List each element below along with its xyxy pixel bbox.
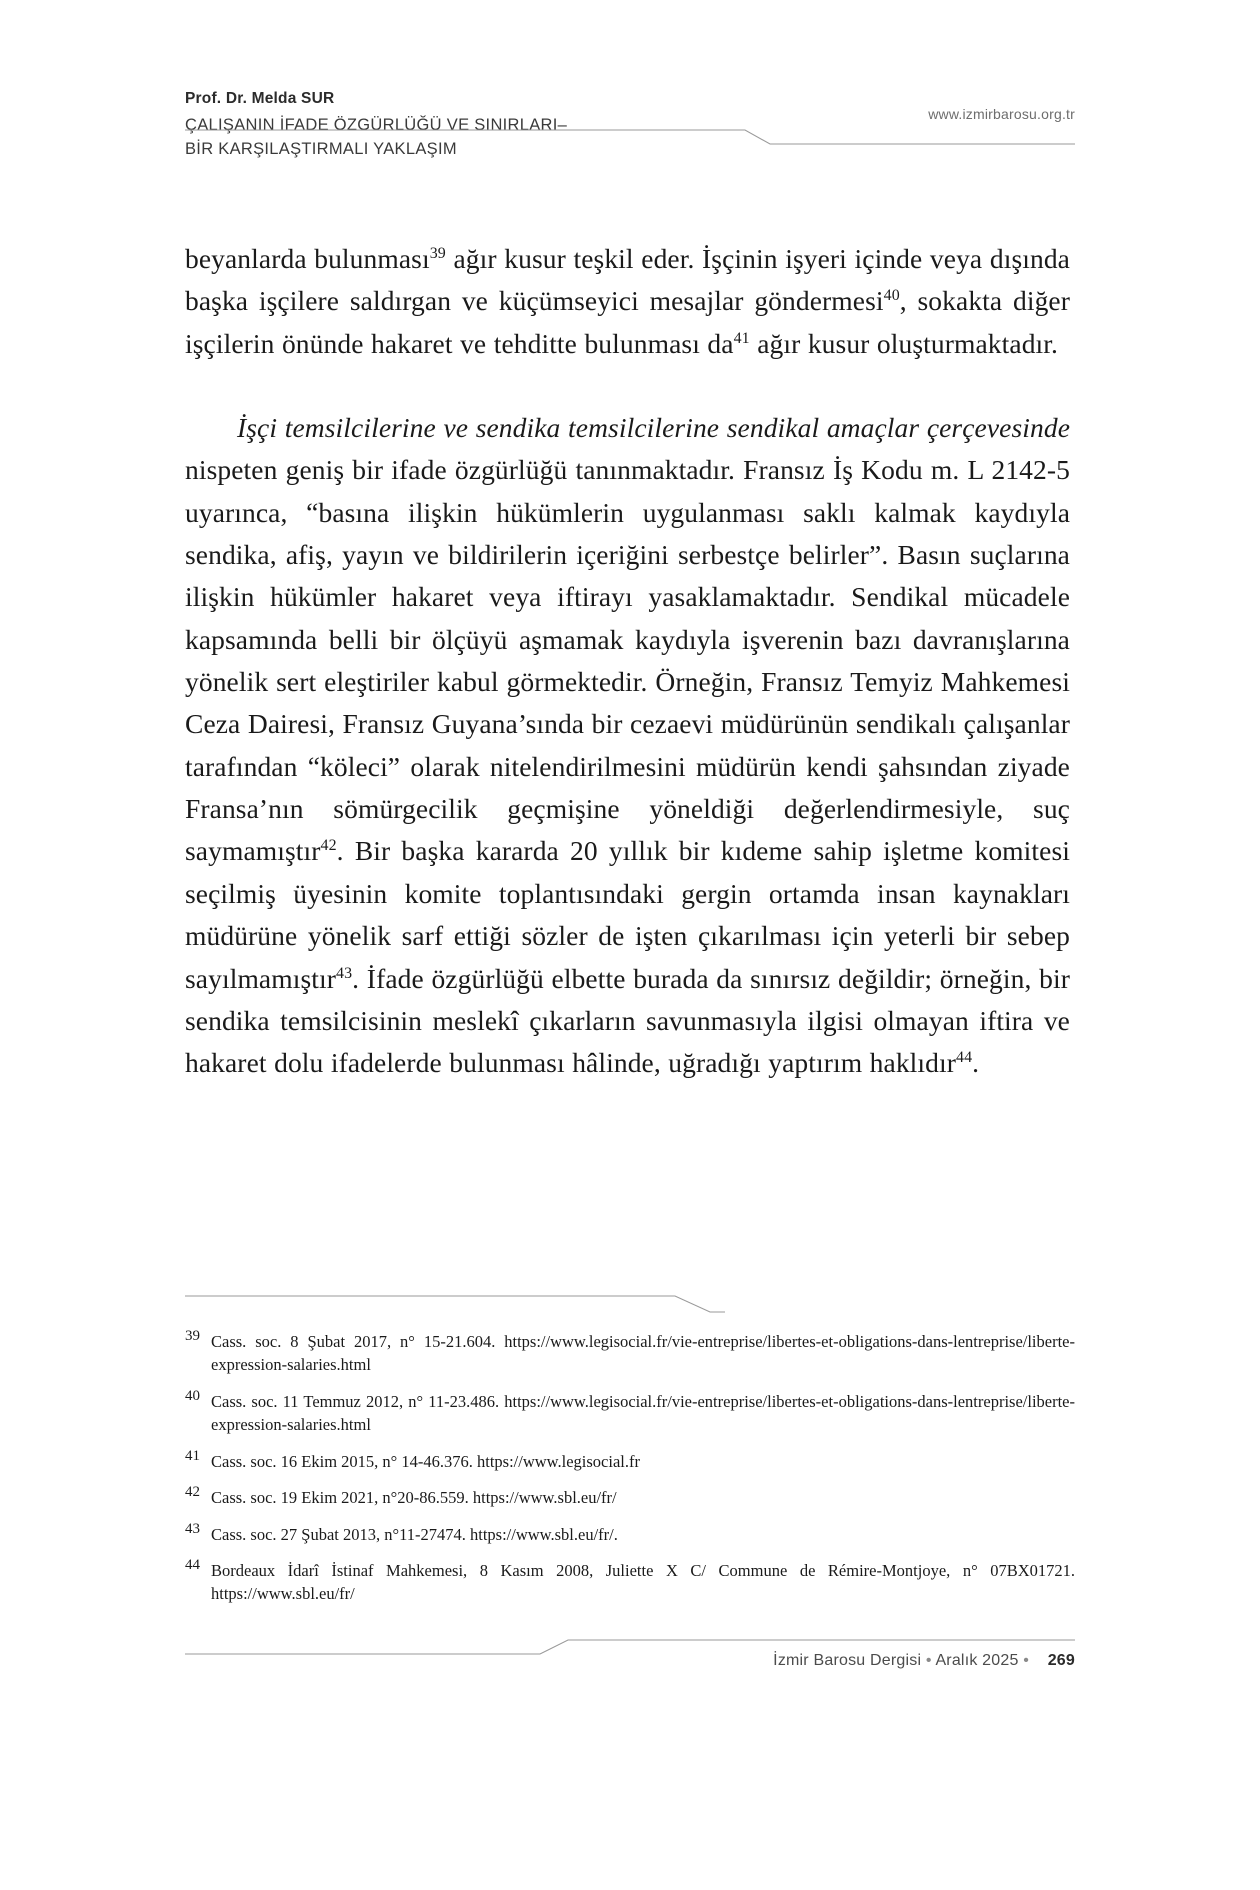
header-website-url: www.izmirbarosu.org.tr (928, 106, 1075, 122)
footer-journal-name: İzmir Barosu Dergisi (773, 1652, 922, 1669)
footnote-item (185, 1486, 1075, 1509)
footnote-number: 40 (185, 1387, 200, 1404)
footnote-text: Cass. soc. 19 Ekim 2021, n°20-86.559. https://www.sbl.eu/fr/ (211, 1488, 617, 1508)
footnote-text: Cass. soc. 16 Ekim 2015, n° 14-46.376. https://www.legisocial.fr (211, 1451, 640, 1471)
header-title (185, 114, 805, 162)
footnote-text: Cass. soc. 11 Temmuz 2012, n° 11-23.486. https://www.legisocial.fr/vie-entreprise/libertes-et-obligations-dans-lentreprise/liberte-expression-salaries.html (211, 1391, 1075, 1435)
p1-text-a: beyanlarda bulunması (185, 243, 430, 274)
footnote-ref-42: 42 (320, 837, 337, 855)
footnote-number: 39 (185, 1328, 200, 1344)
page-header (185, 90, 1075, 180)
p1-text-c: , sokakta diğer işçilerin önünde hakaret ve tehditte bulunması da (185, 285, 1070, 359)
footnote-divider-rule (185, 1292, 725, 1316)
footer-bullet-2: • (1023, 1652, 1030, 1669)
paragraph-2 (185, 407, 1070, 1085)
p2-text-c: . İfade özgürlüğü elbette burada da sınırsız değildir; örneğin, bir sendika temsilcisinin meslekî çıkarların savunmasıyla ilgisi olmayan iftira ve hakaret dolu ifadelerde bulunması hâlinde, uğradığı yaptırım haklıdır (185, 962, 1070, 1079)
footnote-number: 41 (185, 1447, 200, 1464)
footnote-ref-44: 44 (956, 1049, 973, 1067)
p2-text-d: . (972, 1047, 980, 1079)
footnote-ref-43: 43 (336, 964, 353, 982)
footer-issue-date: Aralık 2025 (935, 1652, 1019, 1669)
footnote-number: 43 (185, 1520, 200, 1537)
footnote-text: Bordeaux İdarî İstinaf Mahkemesi, 8 Kasım 2008, Juliette X C/ Commune de Rémire-Montjoye, n° 07BX01721. https://www.sbl.eu/fr/ (211, 1560, 1075, 1604)
footnote-item (185, 1447, 1075, 1473)
header-title-line2: BİR KARŞILAŞTIRMALI YAKLAŞIM (185, 139, 457, 158)
paragraph-1 (185, 238, 1070, 365)
footnote-ref-39: 39 (429, 244, 446, 262)
footnote-number: 44 (185, 1556, 200, 1573)
footnote-item (185, 1556, 1075, 1606)
footnote-ref-40: 40 (883, 287, 900, 305)
header-title-line1: ÇALIŞANIN İFADE ÖZGÜRLÜĞÜ VE SINIRLARI– (185, 116, 568, 134)
page-footer (185, 1652, 1075, 1670)
footnote-number: 42 (185, 1484, 200, 1501)
footer-bullet-1: • (925, 1652, 932, 1669)
footnote-item (185, 1387, 1075, 1437)
header-author: Prof. Dr. Melda SUR (185, 90, 335, 107)
p2-italic-lead: İşçi temsilcilerine ve sendika temsilcilerine sendikal amaçlar çerçevesinde (237, 412, 1070, 444)
p1-text-b: ağır kusur teşkil eder. İşçinin işyeri içinde veya dışında başka işçilere saldırgan ve küçümseyici mesajlar göndermesi (185, 243, 1070, 317)
footnote-list (185, 1330, 1075, 1619)
p2-text-b: . Bir başka kararda 20 yıllık bir kıdeme sahip işletme komitesi seçilmiş üyesinin komite toplantısındaki gergin ortamda insan kaynakları müdürüne yönelik sarf ettiği sözler de işten çıkarılması için yeterli bir sebep sayılmamıştır (185, 835, 1070, 994)
p2-text-a: nispeten geniş bir ifade özgürlüğü tanınmaktadır. Fransız İş Kodu m. L 2142-5 uyarınca, “basına ilişkin hükümlerin uygulanması saklı kalmak kaydıyla sendika, afiş, yayın ve bildirilerin içeriğini serbestçe belirler”. Basın suçlarına ilişkin hükümler hakaret veya iftirayı yasaklamaktadır. Sendikal mücadele kapsamında belli bir ölçüyü aşmamak kaydıyla işverenin bazı davranışlarına yönelik sert eleştiriler kabul görmektedir. Örneğin, Fransız Temyiz Mahkemesi Ceza Dairesi, Fransız Guyana’sında bir cezaevi müdürünün sendikalı çalışanlar tarafından “köleci” olarak nitelendirilmesini müdürün kendi şahsından ziyade Fransa’nın sömürgecilik geçmişine yöneldiği değerlendirmesiyle, suç saymamıştır (185, 454, 1070, 867)
footnote-text: Cass. soc. 27 Şubat 2013, n°11-27474. https://www.sbl.eu/fr/. (211, 1524, 618, 1544)
footnote-item (185, 1330, 1075, 1377)
footnote-text: Cass. soc. 8 Şubat 2017, n° 15-21.604. https://www.legisocial.fr/vie-entreprise/libertes-et-obligations-dans-lentreprise/liberte-expression-salaries.html (211, 1332, 1075, 1375)
p1-text-d: ağır kusur oluşturmaktadır. (749, 327, 1058, 359)
page-number: 269 (1047, 1652, 1075, 1669)
page-body (185, 238, 1070, 1119)
footnote-item (185, 1520, 1075, 1546)
footnote-ref-41: 41 (733, 329, 750, 347)
